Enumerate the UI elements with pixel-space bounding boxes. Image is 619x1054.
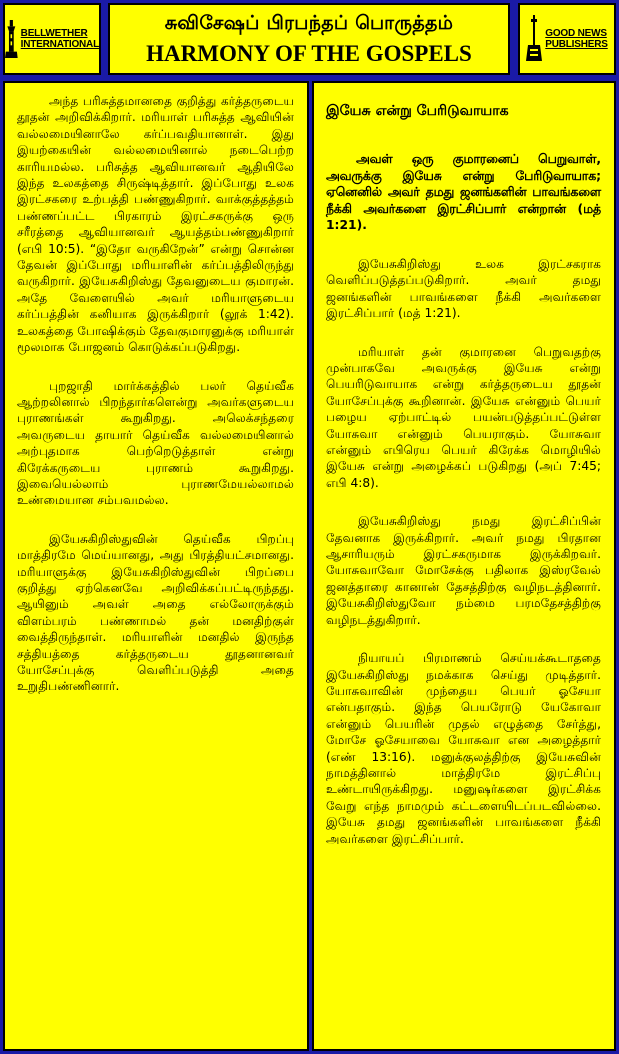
key-verse: அவள் ஒரு குமாரனைப் பெறுவாள், அவருக்கு இயேசு என்று பேரிடுவாயாக; ஏனெனில் அவர் தமது ஜனங்களின் பாவங்களை நீக்கி அவர்களை இரட்சிப்பார் என்றான் (மத் 1:21). xyxy=(326,152,601,233)
bellwether-line1: BELLWETHER xyxy=(20,28,88,39)
right-paragraph-2: மரியாள் தன் குமாரனை பெறுவதற்கு முன்பாகவே அவருக்கு இயேசு என்று பெயரிடுவாயாக என்று கர்த்தருடைய தூதன் யோசேப்புக்கு கூறினான். இயேசு என்னும் பெயர் பழைய ஏற்பாட்டில் பயன்படுத்தப்பட்டுள்ள யோசுவா என்னும் பெயராகும். யோசுவா என்னும் எபிரெய பெயர் கிரேக்க மொழியில் இயேசு என்று அழைக்கப் படுகிறது (அப் 7:45; எபி 4:8). xyxy=(326,344,601,490)
right-column xyxy=(312,81,616,1051)
good-news-line2: PUBLISHERS xyxy=(545,39,608,50)
left-paragraph-3: இயேசுகிறிஸ்துவின் தெய்வீக பிறப்பு மாத்திரமே மெய்யானது, அது பிரத்தியட்சமானது. மரியாளுக்கு இயேசுகிறிஸ்துவின் பிறப்பை குறித்து ஏற்கெனவே அறிவிக்கப்பட்டிருந்தது. ஆயினும் அவள் அதை எல்லோருக்கும் விளம்பரம் பண்ணாமல் தன் மனதிற்குள் வைத்திருந்தாள். மரியாளின் மனதில் இருந்த சத்தியத்தை கர்த்தருடைய தூதனானவர் யோசேப்புக்கு வெளிப்படுத்தி அதை உறுதிபண்ணினார். xyxy=(17,531,294,694)
good-news-line1: GOOD NEWS xyxy=(545,28,607,39)
title-english: HARMONY OF THE GOSPELS xyxy=(146,41,472,66)
left-column xyxy=(3,81,309,1051)
right-paragraph-3: இயேசுகிறிஸ்து நமது இரட்சிப்பின் தேவனாக இருக்கிறார். அவர் நமது பிரதான ஆசாரியரும் இரட்சகருமாக இருக்கிறவர். யோசுவாவோ மோசேக்கு பதிலாக இஸ்ரவேல் ஜனத்தாரை கானான் தேசத்திற்கு வழிநடத்தினார். இயேசுகிறிஸ்துவோ நம்மை பரமதேசத்திற்கு வழிநடத்துகிறார். xyxy=(326,514,601,627)
right-paragraph-1: இயேசுகிறிஸ்து உலக இரட்சகராக வெளிப்படுத்தப்படுகிறார். அவர் தமது ஜனங்களின் பாவங்களை நீக்கி அவர்களை இரட்சிப்பார் (மத் 1:21). xyxy=(326,256,601,321)
right-paragraph-4: நியாயப் பிரமாணம் செய்யக்கூடாததை இயேசுகிறிஸ்து நமக்காக செய்து முடித்தார். யோசுவாவின் முந்தைய பெயர் ஓசேயா என்பதாகும். இந்த பெயரோடு யேகோவா என்னும் பெயரின் முதல் எழுத்தை சேர்த்து, மோசே ஓசேயாவை யோசுவா என அழைத்தார் (எண் 13:16). மனுக்குலத்திற்கு இயேசுவின் நாமத்தினால் மாத்திரமே இரட்சிப்பு உண்டாயிருக்கிறது. மனுஷர்களை இரட்சிக்க வேறு எந்த நாமமும் கட்டளையிடப்படவில்லை. இயேசு தமது ஜனங்களின் பாவங்களை நீக்கி அவர்களை இரட்சிப்பார். xyxy=(326,651,601,846)
bellwether-logo-text xyxy=(21,28,99,50)
tower-icon xyxy=(5,13,18,65)
good-news-logo xyxy=(518,3,616,75)
section-heading: இயேசு என்று பேரிடுவாயாக xyxy=(326,103,509,119)
left-paragraph-2: புறஜாதி மார்க்கத்தில் பலர் தெய்வீக ஆற்றலினால் பிறந்தார்களென்று அவர்களுடைய புராணங்கள் கூறுகிறது. அலெக்சந்தரை அவருடைய தாயார் தெய்வீக வல்லமையினால் அற்புதமாக பெற்றெடுத்தாள் என்று கிரேக்கருடைய புராணம் கூறுகிறது. இவையெல்லாம் புராணமேயல்லாமல் உண்மையான சம்பவமல்ல. xyxy=(17,378,294,508)
trumpet-icon xyxy=(526,13,542,65)
good-news-logo-text xyxy=(545,28,607,50)
title-tamil: சுவிசேஷப் பிரபந்தப் பொருத்தம் xyxy=(164,12,454,34)
left-paragraph-1: அந்த பரிசுத்தமானதை குறித்து கர்த்தருடைய தூதன் அறிவிக்கிறார். மரியாள் பரிசுத்த ஆவியின் வல்லமையினாலே கர்ப்பவதியானாள். இது இயற்கையின் வல்லமையினால் நடைபெற்ற காரியமல்ல. பரிசுத்த ஆவியானவர் ஆதியிலே இந்த உலகத்தை சிருஷ்டித்தார். இப்போது உலக இரட்சகரை உற்பத்தி பண்ணுகிறார். வாக்குத்தத்தம் பண்ணப்பட்ட பிரகாரம் இரட்சகருக்கு ஒரு சரீரத்தை ஆவியானவர் ஆயத்தம்பண்ணுகிறார் (எபி 10:5). “இதோ வருகிறேன்” என்று சொன்ன தேவன் இப்போது மரியாளின் கர்ப்பத்திலிருந்து வருகிறார். இயேசுகிறிஸ்து தேவனுடைய குமாரன். அதே வேளையில் அவர் மரியாளுடைய கர்ப்பத்தின் கனியாக இருக்கிறார் (லூக் 1:42). உலகத்தை போஷிக்கும் தேவகுமாரனுக்கு மரியாள் மூலமாக போஜனம் கொடுக்கப்படுகிறது. xyxy=(17,94,294,355)
page-title xyxy=(108,3,510,75)
bellwether-logo xyxy=(3,3,101,75)
bellwether-line2: INTERNATIONAL xyxy=(20,39,99,50)
